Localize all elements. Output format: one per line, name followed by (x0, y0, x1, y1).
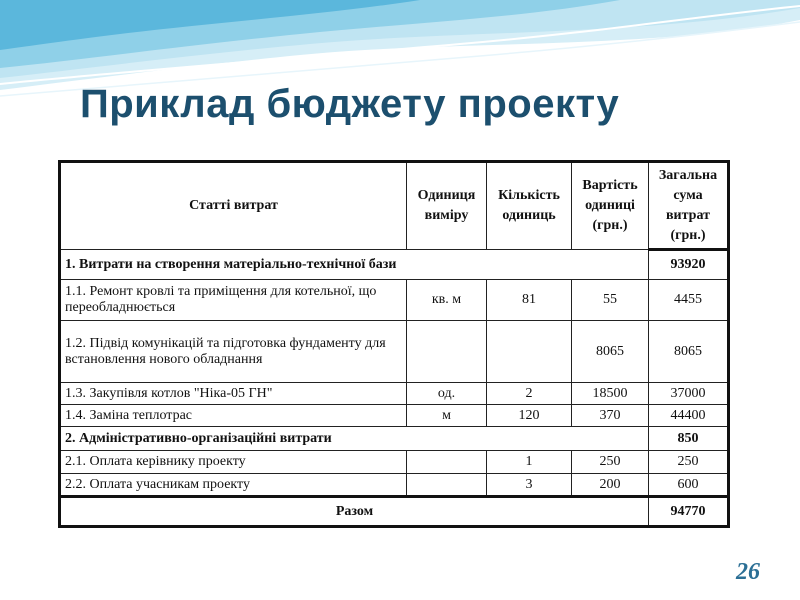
row-qty: 2 (487, 383, 572, 405)
budget-table-container (58, 160, 730, 528)
grand-total-value: 94770 (649, 497, 729, 527)
table-row (60, 405, 729, 427)
section-label: 1. Витрати на створення матеріально-технічної бази (60, 250, 649, 280)
row-unit (407, 321, 487, 383)
row-price: 18500 (572, 383, 649, 405)
row-total: 600 (649, 474, 729, 497)
row-item: 2.1. Оплата керівнику проекту (60, 451, 407, 474)
row-qty (487, 321, 572, 383)
header-qty: Кількість одиниць (487, 162, 572, 250)
row-total: 4455 (649, 280, 729, 321)
table-row (60, 383, 729, 405)
page-number: 26 (736, 559, 760, 585)
table-row (60, 451, 729, 474)
row-total: 44400 (649, 405, 729, 427)
table-row (60, 474, 729, 497)
row-qty: 3 (487, 474, 572, 497)
row-qty: 81 (487, 280, 572, 321)
section-label: 2. Адміністративно-організаційні витрати (60, 427, 649, 451)
row-price: 8065 (572, 321, 649, 383)
row-unit: кв. м (407, 280, 487, 321)
row-item: 1.1. Ремонт кровлі та приміщення для котельної, що переобладнюється (60, 280, 407, 321)
row-item: 1.4. Заміна теплотрас (60, 405, 407, 427)
row-price: 200 (572, 474, 649, 497)
grand-total-row (60, 497, 729, 527)
row-qty: 1 (487, 451, 572, 474)
section-total: 93920 (649, 250, 729, 280)
row-total: 8065 (649, 321, 729, 383)
slide-title: Приклад бюджету проекту (80, 82, 620, 126)
row-item: 2.2. Оплата учасникам проекту (60, 474, 407, 497)
section-row (60, 250, 729, 280)
table-row (60, 321, 729, 383)
row-unit: м (407, 405, 487, 427)
budget-table (58, 160, 730, 528)
header-item: Статті витрат (60, 162, 407, 250)
row-item: 1.2. Підвід комунікацій та підготовка фундаменту для встановлення нового обладнання (60, 321, 407, 383)
grand-total-label: Разом (60, 497, 649, 527)
header-price: Вартість одиниці (грн.) (572, 162, 649, 250)
header-unit: Одиниця виміру (407, 162, 487, 250)
row-price: 250 (572, 451, 649, 474)
row-unit (407, 474, 487, 497)
row-total: 37000 (649, 383, 729, 405)
row-price: 55 (572, 280, 649, 321)
header-total: Загальна сума витрат (грн.) (649, 162, 729, 250)
row-total: 250 (649, 451, 729, 474)
row-item: 1.3. Закупівля котлов "Ніка-05 ГН" (60, 383, 407, 405)
row-unit: од. (407, 383, 487, 405)
row-qty: 120 (487, 405, 572, 427)
table-row (60, 280, 729, 321)
section-row (60, 427, 729, 451)
row-price: 370 (572, 405, 649, 427)
section-total: 850 (649, 427, 729, 451)
row-unit (407, 451, 487, 474)
table-header-row (60, 162, 729, 250)
